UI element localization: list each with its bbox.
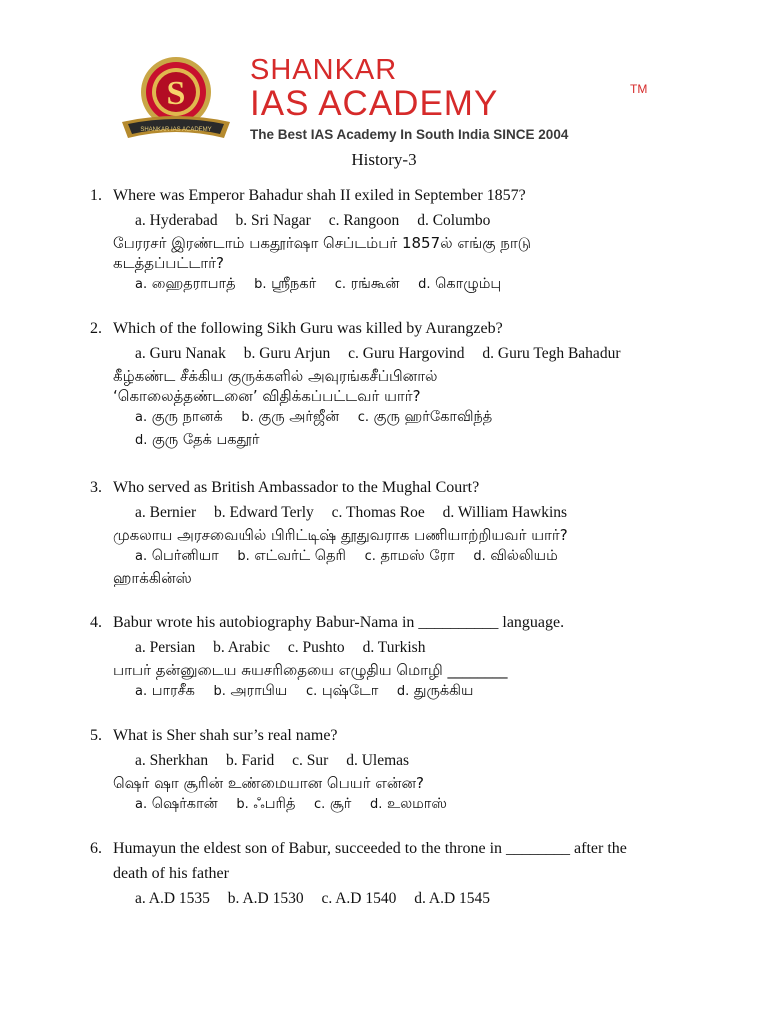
header xyxy=(0,0,768,150)
tamil-option-a: பெர்னியா xyxy=(151,548,219,564)
option-b: b. A.D 1530 xyxy=(227,890,304,907)
tamil-option-label: c. xyxy=(314,797,326,812)
option-d: d. Columbo xyxy=(417,212,491,229)
tamil-option-label: d. xyxy=(473,549,486,564)
svg-text:SHANKAR IAS ACADEMY: SHANKAR IAS ACADEMY xyxy=(140,127,212,133)
tamil-option-label: a. xyxy=(135,684,148,699)
question-text: What is Sher shah sur’s real name? xyxy=(113,727,338,744)
option-c: c. A.D 1540 xyxy=(321,890,397,907)
tamil-option-label: b. xyxy=(237,549,250,564)
tamil-question-line: ஷெர் ஷா சூரின் உண்மையான பெயர் என்ன? xyxy=(113,774,424,792)
option-c: c. Sur xyxy=(292,752,329,769)
question-number: 4. xyxy=(90,614,102,631)
tamil-option-label: c. xyxy=(334,277,347,292)
options xyxy=(90,341,690,366)
question-6 xyxy=(90,836,690,911)
option-d: d. William Hawkins xyxy=(442,504,568,521)
tamil-option-a: குரு நானக் xyxy=(151,409,223,425)
tamil-option-label: c. xyxy=(305,684,318,699)
option-d: d. A.D 1545 xyxy=(414,890,491,907)
options xyxy=(90,635,690,660)
question-text: Who served as British Ambassador to the Mughal Court? xyxy=(113,479,480,496)
question-number: 6. xyxy=(90,840,102,857)
tamil-option-label: b. xyxy=(213,684,226,699)
tamil-option-d: குரு தேக் பகதூர் xyxy=(152,432,260,448)
option-c: c. Rangoon xyxy=(328,212,400,229)
tamil-options-cont xyxy=(90,429,690,452)
tamil-option-d: துருக்கிய xyxy=(413,683,474,699)
tamil-options xyxy=(90,273,690,296)
page-title: History-3 xyxy=(351,150,417,169)
tamil-option-label: d. xyxy=(418,277,431,292)
brand-name-line2: IAS ACADEMY xyxy=(250,84,499,123)
option-c: c. Pushto xyxy=(287,639,345,656)
option-a: a. Persian xyxy=(135,639,196,656)
option-c: c. Thomas Roe xyxy=(331,504,425,521)
options xyxy=(90,208,690,233)
option-d: d. Turkish xyxy=(362,639,426,656)
question-number: 5. xyxy=(90,727,102,744)
question-text: Babur wrote his autobiography Babur-Nama in __________ language. xyxy=(113,614,565,631)
tamil-option-b: ஃபரித் xyxy=(253,796,296,812)
tamil-options xyxy=(90,680,690,703)
option-b: b. Arabic xyxy=(213,639,270,656)
option-a: a. A.D 1535 xyxy=(135,890,210,907)
tamil-options xyxy=(90,793,690,816)
tamil-option-label: a. xyxy=(135,549,148,564)
question-3 xyxy=(90,475,690,588)
academy-logo xyxy=(112,52,240,148)
tamil-option-c: ரங்கூன் xyxy=(350,276,400,292)
tamil-option-c: சூர் xyxy=(329,796,352,812)
option-c: c. Guru Hargovind xyxy=(348,345,465,362)
tamil-options xyxy=(90,406,690,429)
tamil-option-a: ஹைதராபாத் xyxy=(151,276,236,292)
question-number: 2. xyxy=(90,320,102,337)
tamil-option-label: d. xyxy=(369,797,383,812)
question-text: Humayun the eldest son of Babur, succeeded to the throne in ________ after the xyxy=(113,840,627,857)
question-5 xyxy=(90,723,690,816)
option-d: d. Guru Tegh Bahadur xyxy=(482,345,621,362)
options xyxy=(90,748,690,773)
tamil-option-label: b. xyxy=(241,410,254,425)
tamil-question-line: கடத்தப்பட்டார்? xyxy=(113,254,224,272)
question-text: Where was Emperor Bahadur shah II exiled in September 1857? xyxy=(113,187,526,204)
tamil-question-line: பேரரசர் இரண்டாம் பகதூர்ஷா செப்டம்பர் 1857ல் எங்கு நாடு xyxy=(113,234,532,252)
tamil-question-line: ‘கொலைத்தண்டனை’ விதிக்கப்பட்டவர் யார்? xyxy=(113,387,421,405)
question-2 xyxy=(90,316,690,452)
tamil-option-d-cont: ஹாக்கின்ஸ் xyxy=(113,569,192,587)
tamil-option-c: குரு ஹர்கோவிந்த் xyxy=(373,409,493,425)
tamil-option-d: வில்லியம் xyxy=(490,548,558,564)
tamil-option-c: தாமஸ் ரோ xyxy=(380,548,455,564)
tamil-option-label: d. xyxy=(396,684,410,699)
tamil-question-line: பாபர் தன்னுடைய சுயசரிதையை எழுதிய மொழி ________ xyxy=(113,661,508,679)
option-d: d. Ulemas xyxy=(346,752,410,769)
tamil-option-c: புஷ்டோ xyxy=(321,683,379,699)
option-b: b. Edward Terly xyxy=(213,504,314,521)
tamil-option-label: a. xyxy=(135,797,148,812)
tamil-option-label: b. xyxy=(254,277,267,292)
tamil-option-label: c. xyxy=(364,549,376,564)
tamil-option-b: எட்வர்ட் தெரி xyxy=(254,548,346,564)
tamil-option-b: ஸ்ரீநகர் xyxy=(271,276,317,292)
option-b: b. Sri Nagar xyxy=(235,212,311,229)
tamil-question-line: முகலாய அரசவையில் பிரிட்டிஷ் தூதுவராக பணியாற்றியவர் யார்? xyxy=(113,526,568,544)
tamil-option-b: அராபிய xyxy=(230,683,288,699)
question-number: 1. xyxy=(90,187,102,204)
question-1 xyxy=(90,183,690,296)
tamil-option-d: உலமாஸ் xyxy=(386,796,447,812)
options xyxy=(90,886,690,911)
option-a: a. Hyderabad xyxy=(135,212,218,229)
question-text-cont: death of his father xyxy=(113,865,229,882)
tagline: The Best IAS Academy In South India SINCE 2004 xyxy=(250,127,569,142)
question-number: 3. xyxy=(90,479,102,496)
svg-text:S: S xyxy=(166,75,186,112)
question-4 xyxy=(90,610,690,703)
tamil-option-d: கொழும்பு xyxy=(435,276,502,292)
options xyxy=(90,500,690,525)
option-b: b. Farid xyxy=(226,752,275,769)
tamil-option-a: ஷெர்கான் xyxy=(151,796,218,812)
tamil-option-label: a. xyxy=(135,277,148,292)
question-text: Which of the following Sikh Guru was killed by Aurangzeb? xyxy=(113,320,503,337)
option-a: a. Sherkhan xyxy=(135,752,209,769)
trademark: TM xyxy=(630,82,648,96)
tamil-question-line: கீழ்கண்ட சீக்கிய குருக்களில் அவுரங்கசீப்பினால் xyxy=(113,367,438,385)
brand-name-line1: SHANKAR xyxy=(250,54,398,86)
tamil-option-label: b. xyxy=(236,797,249,812)
tamil-option-b: குரு அர்ஜீன் xyxy=(258,409,340,425)
tamil-options xyxy=(90,545,690,568)
tamil-option-label: c. xyxy=(357,410,370,425)
option-a: a. Bernier xyxy=(135,504,197,521)
tamil-option-label: a. xyxy=(135,410,148,425)
tamil-option-label: d. xyxy=(135,433,148,448)
option-a: a. Guru Nanak xyxy=(135,345,226,362)
option-b: b. Guru Arjun xyxy=(243,345,331,362)
tamil-option-a: பாரசீக xyxy=(151,683,195,699)
